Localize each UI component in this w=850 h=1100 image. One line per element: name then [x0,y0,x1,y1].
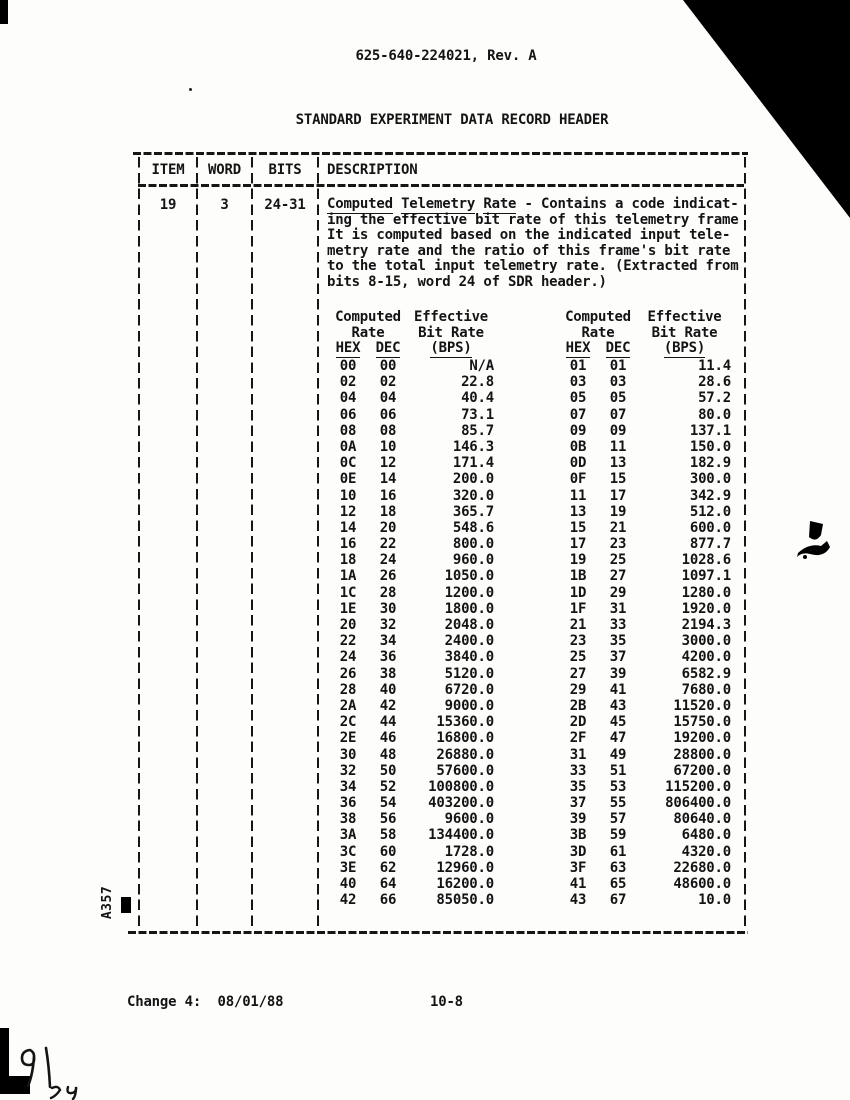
rate-cell: 27 [569,665,587,682]
rate-gap [494,341,558,357]
rate-cell: 9600.0 [444,811,494,828]
rate-cell: 0E [339,471,357,488]
rate-row [328,536,731,552]
rate-cell: 548.6 [452,519,494,536]
rate-rows [328,358,731,908]
rate-cell: 15360.0 [436,714,494,731]
rate-cell: 61 [609,843,627,860]
rate-cell: 48 [379,746,397,763]
rate-cell: 3D [569,843,587,860]
rate-col-header: (BPS) [663,340,706,357]
rate-cell: 1E [339,600,357,617]
rate-gap [494,326,558,342]
rate-row [328,520,731,536]
rate-row [328,390,731,406]
rate-cell: 1A [339,568,357,585]
cell-word: 3 [220,197,229,213]
footer-change-note: Change 4: 08/01/88 [127,994,284,1010]
rate-cell: 2F [569,730,587,747]
rate-cell: 0C [339,455,357,472]
rate-cell: 28 [379,584,397,601]
rate-cell: 04 [379,390,397,407]
rate-cell: 33 [609,617,627,633]
rate-cell: 45 [609,714,627,731]
rate-cell: 01 [569,358,587,374]
rate-row [328,795,731,811]
rate-row [328,876,731,892]
rate-cell: 07 [609,406,627,423]
rate-cell: 10 [339,487,357,504]
rate-cell: 960.0 [452,552,494,569]
side-label-mark [121,897,131,913]
rate-cell: 200.0 [452,471,494,488]
table-border-bottom [128,931,748,934]
rate-cell: 09 [569,422,587,439]
rate-cell: 57600.0 [436,762,494,779]
rate-cell: 41 [569,876,587,892]
rate-cell: 12 [379,455,397,472]
rate-cell: 3000.0 [681,633,731,650]
rate-cell: 9000.0 [444,697,494,714]
rate-cell: 30 [339,746,357,763]
rate-group-header: Bit Rate [651,324,718,341]
rate-row [328,617,731,633]
rate-cell: 1200.0 [444,584,494,601]
rate-cell: 13 [609,455,627,472]
rate-cell: 48600.0 [673,876,731,892]
rate-cell: 137.1 [689,422,731,439]
scan-dot [189,88,192,91]
rate-cell: 2400.0 [444,633,494,650]
rate-cell: 18 [379,503,397,520]
rate-cell: 30 [379,600,397,617]
rate-cell: 51 [609,762,627,779]
rate-cell: 16 [339,536,357,553]
rate-cell: 19 [609,503,627,520]
rate-cell: 182.9 [689,455,731,472]
rate-row [328,666,731,682]
rate-group-header: Computed [565,309,631,325]
rate-row [328,568,731,584]
rate-cell: 06 [379,406,397,423]
rate-cell: 49 [609,746,627,763]
rate-cell: 6720.0 [444,681,494,698]
table-column-divider-item [196,157,198,931]
scan-edge-mark-top-left [0,0,8,24]
rate-cell: 15750.0 [673,714,731,731]
rate-cell: 18 [339,552,357,569]
rate-cell: 44 [379,714,397,731]
rate-cell: 2B [569,697,587,714]
underlined-word: Computed [327,196,393,212]
rate-cell: 08 [339,422,357,439]
rate-cell: 03 [569,374,587,391]
rate-cell: 27 [609,568,627,585]
rate-cell: 09 [609,422,627,439]
rate-cell: 26 [339,665,357,682]
rate-cell: 146.3 [452,438,494,455]
rate-cell: 42 [339,892,357,909]
table-border-left [138,157,140,931]
rate-cell: 4320.0 [681,843,731,860]
rate-cell: 2048.0 [444,617,494,633]
rate-cell: 100800.0 [428,778,494,795]
rate-row [328,455,731,471]
rate-cell: 3A [339,827,357,844]
rate-cell: 13 [569,503,587,520]
rate-row [328,730,731,746]
rate-cell: 10 [379,438,397,455]
rate-cell: 22 [379,536,397,553]
rate-cell: 40.4 [461,390,494,407]
rate-cell: 21 [609,519,627,536]
rate-cell: 115200.0 [665,778,731,795]
rate-table-header [328,310,731,357]
rate-cell: 07 [569,406,587,423]
rate-cell: 36 [379,649,397,666]
rate-cell: 31 [609,600,627,617]
rate-cell: 26880.0 [436,746,494,763]
rate-cell: 0D [569,455,587,472]
rate-col-header: (BPS) [430,340,472,357]
rate-cell: 39 [609,665,627,682]
rate-row [328,439,731,455]
ink-blot [793,515,843,565]
rate-cell: 2A [339,697,357,714]
rate-cell: 29 [609,584,627,601]
rate-cell: 52 [379,778,397,795]
rate-cell: 0A [339,438,357,455]
rate-cell: 403200.0 [428,795,494,812]
rate-cell: 19200.0 [673,730,731,747]
rate-cell: 1280.0 [681,584,731,601]
rate-cell: 24 [339,649,357,666]
rate-cell: 54 [379,795,397,812]
rate-cell: 00 [339,358,357,374]
rate-cell: 4200.0 [681,649,731,666]
rate-cell: 85.7 [461,422,494,439]
underlined-word: Rate [483,196,517,212]
rate-cell: 1C [339,584,357,601]
rate-cell: 134400.0 [428,827,494,844]
description-line: It is computed based on the indicated input tele- [327,227,731,244]
rate-cell: 53 [609,778,627,795]
rate-cell: 28.6 [698,374,731,391]
rate-cell: 34 [339,778,357,795]
rate-cell: 38 [379,665,397,682]
rate-cell: 26 [379,568,397,585]
rate-cell: 11520.0 [673,697,731,714]
rate-cell: 1800.0 [444,600,494,617]
rate-row [328,423,731,439]
rate-cell: 17 [609,487,627,504]
rate-cell: 60 [379,843,397,860]
rate-cell: N/A [469,358,494,374]
scan-corner-artifact [655,0,850,225]
table-header-separator [138,184,744,187]
rate-cell: 67200.0 [673,762,731,779]
rate-group-header: Rate [351,324,385,341]
rate-cell: 0F [569,471,587,488]
rate-cell: 80.0 [698,406,731,423]
rate-cell: 24 [379,552,397,569]
rate-cell: 2C [339,714,357,731]
rate-cell: 15 [569,519,587,536]
rate-cell: 28 [339,681,357,698]
rate-cell: 57.2 [698,390,731,407]
rate-cell: 12 [339,503,357,520]
rate-group-header: Bit Rate [418,324,484,341]
rate-cell: 365.7 [452,503,494,520]
rate-cell: 58 [379,827,397,844]
side-label: A357 [100,885,116,920]
rate-cell: 3C [339,843,357,860]
description-line: metry rate and the ratio of this frame's bit rate [327,242,731,259]
column-header-item: ITEM [151,162,185,178]
doc-number: 625-640-224021, Rev. A [355,48,537,64]
rate-cell: 22680.0 [673,859,731,876]
rate-cell: 2194.3 [681,617,731,633]
rate-cell: 42 [379,697,397,714]
rate-cell: 2E [339,730,357,747]
rate-cell: 512.0 [689,503,731,520]
rate-cell: 32 [339,762,357,779]
rate-cell: 7680.0 [681,681,731,698]
rate-cell: 67 [609,892,627,909]
rate-cell: 3B [569,827,587,844]
rate-cell: 3F [569,859,587,876]
rate-cell: 1920.0 [681,600,731,617]
rate-row [328,374,731,390]
table-column-divider-word [251,157,253,931]
rate-cell: 29 [569,681,587,698]
rate-cell: 806400.0 [665,795,731,812]
rate-row [328,811,731,827]
rate-row [328,698,731,714]
rate-row [328,633,731,649]
rate-row [328,552,731,568]
rate-cell: 41 [609,681,627,698]
rate-cell: 55 [609,795,627,812]
rate-cell: 04 [339,390,357,407]
rate-cell: 171.4 [452,455,494,472]
cell-bits: 24-31 [264,197,306,213]
rate-row [328,714,731,730]
description-line: ing the effective bit rate of this telemetry frame [327,211,739,228]
rate-cell: 600.0 [689,519,731,536]
rate-cell: 20 [379,519,397,536]
rate-cell: 05 [569,390,587,407]
rate-cell: 23 [569,633,587,650]
rate-cell: 19 [569,552,587,569]
table-column-divider-bits [317,157,319,931]
rate-cell: 10.0 [698,892,731,909]
rate-cell: 1D [569,584,587,601]
rate-cell: 16800.0 [436,730,494,747]
rate-cell: 20 [339,617,357,633]
rate-cell: 00 [379,358,397,374]
rate-cell: 1050.0 [444,568,494,585]
cell-item: 19 [159,197,177,213]
rate-row [328,601,731,617]
rate-cell: 85050.0 [436,892,494,909]
rate-cell: 40 [379,681,397,698]
rate-cell: 16 [379,487,397,504]
rate-cell: 6582.9 [681,665,731,682]
rate-cell: 02 [339,374,357,391]
rate-cell: 63 [609,859,627,876]
rate-cell: 08 [379,422,397,439]
rate-cell: 66 [379,892,397,909]
rate-cell: 320.0 [452,487,494,504]
rate-cell: 43 [569,892,587,909]
rate-cell: 31 [569,746,587,763]
rate-row [328,488,731,504]
rate-cell: 36 [339,795,357,812]
rate-cell: 37 [569,795,587,812]
rate-cell: 34 [379,633,397,650]
rate-cell: 21 [569,617,587,633]
rate-row [328,747,731,763]
rate-row [328,682,731,698]
rate-cell: 23 [609,536,627,553]
rate-cell: 1028.6 [681,552,731,569]
rate-cell: 59 [609,827,627,844]
description-line: bits 8-15, word 24 of SDR header.) [327,273,607,290]
rate-cell: 33 [569,762,587,779]
rate-cell: 43 [609,697,627,714]
cell-description [327,197,747,291]
rate-cell: 25 [569,649,587,666]
rate-cell: 342.9 [689,487,731,504]
rate-cell: 02 [379,374,397,391]
rate-cell: 38 [339,811,357,828]
rate-cell: 1728.0 [444,843,494,860]
rate-cell: 32 [379,617,397,633]
rate-cell: 15 [609,471,627,488]
rate-cell: 35 [609,633,627,650]
rate-cell: 62 [379,859,397,876]
rate-cell: 150.0 [689,438,731,455]
rate-cell: 25 [609,552,627,569]
rate-row [328,892,731,908]
rate-col-header: DEC [605,340,631,357]
rate-cell: 39 [569,811,587,828]
rate-row [328,649,731,665]
rate-row [328,779,731,795]
rate-row [328,844,731,860]
rate-col-header: HEX [335,340,361,357]
rate-group-header: Computed [335,309,401,325]
column-header-bits: BITS [268,162,302,178]
rate-cell: 877.7 [689,536,731,553]
rate-cell: 50 [379,762,397,779]
rate-cell: 2D [569,714,587,731]
handwritten-partial [46,1084,82,1100]
rate-gap [494,310,558,326]
rate-cell: 73.1 [461,406,494,423]
table-border-top [133,152,748,155]
rate-cell: 12960.0 [436,859,494,876]
rate-cell: 22.8 [461,374,494,391]
rate-row [328,471,731,487]
rate-row [328,827,731,843]
rate-cell: 300.0 [689,471,731,488]
scan-edge-mark-bottom-left-vertical [0,1028,9,1080]
rate-cell: 40 [339,876,357,892]
rate-row [328,504,731,520]
rate-cell: 1097.1 [681,568,731,585]
rate-cell: 22 [339,633,357,650]
rate-cell: 03 [609,374,627,391]
rate-cell: 11 [609,438,627,455]
rate-row [328,407,731,423]
rate-cell: 1B [569,568,587,585]
rate-cell: 6480.0 [681,827,731,844]
rate-cell: 46 [379,730,397,747]
rate-cell: 16200.0 [436,876,494,892]
rate-group-header: Rate [581,324,615,341]
description-line: to the total input telemetry rate. (Extracted from [327,258,739,275]
rate-cell: 3840.0 [444,649,494,666]
rate-cell: 05 [609,390,627,407]
rate-cell: 3E [339,859,357,876]
footer-page-number: 10-8 [430,994,463,1010]
rate-cell: 01 [609,358,627,374]
rate-col-header: DEC [375,340,401,357]
rate-cell: 80640.0 [673,811,731,828]
rate-cell: 800.0 [452,536,494,553]
rate-cell: 57 [609,811,627,828]
rate-cell: 65 [609,876,627,892]
rate-cell: 17 [569,536,587,553]
description-line-1 [327,197,747,213]
rate-cell: 28800.0 [673,746,731,763]
column-header-word: WORD [208,162,241,178]
rate-group-header: Effective [647,309,722,325]
rate-cell: 64 [379,876,397,892]
rate-cell: 14 [379,471,397,488]
rate-row [328,585,731,601]
rate-cell: 35 [569,778,587,795]
rate-cell: 11 [569,487,587,504]
page-title: STANDARD EXPERIMENT DATA RECORD HEADER [295,112,609,128]
rate-cell: 06 [339,406,357,423]
column-header-description: DESCRIPTION [327,162,418,178]
rate-cell: 14 [339,519,357,536]
rate-cell: 1F [569,600,587,617]
rate-row [328,358,731,374]
rate-cell: 5120.0 [444,665,494,682]
rate-cell: 47 [609,730,627,747]
rate-cell: 0B [569,438,587,455]
underlined-word: Telemetry [401,196,476,212]
rate-group-header: Effective [413,309,489,325]
rate-cell: 56 [379,811,397,828]
rate-cell: 11.4 [698,358,731,374]
rate-row [328,860,731,876]
rate-row [328,763,731,779]
rate-cell: 37 [609,649,627,666]
description-line-1-rest: - Contains a code indicat- [524,196,739,212]
rate-col-header: HEX [565,340,591,357]
